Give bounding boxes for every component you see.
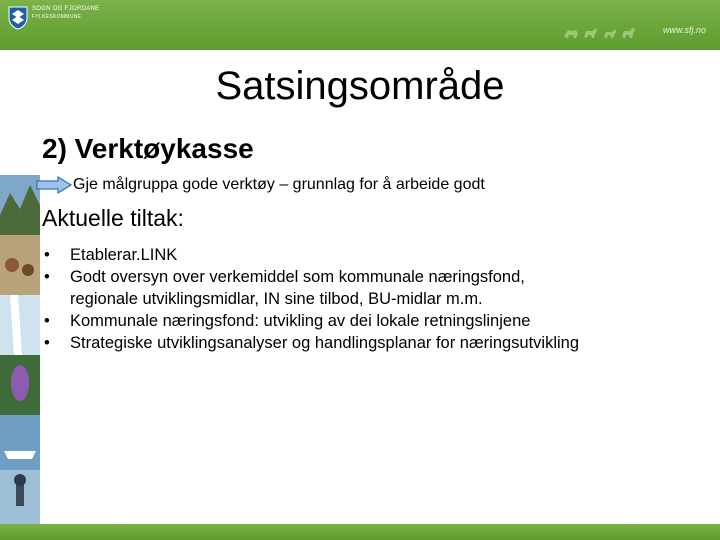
bullet-text-continued: regionale utviklingsmidlar, IN sine tilbod, BU-midlar m.m. [70,290,483,308]
arrow-statement: Gje målgruppa gode verktøy – grunnlag for å arbeide godt [73,176,485,193]
bullet-text: Godt oversyn over verkemiddel som kommunale næringsfond, [70,268,525,286]
bullet-text: Strategiske utviklingsanalyser og handlingsplanar for næringsutvikling [70,334,580,352]
list-item [42,244,702,266]
county-shield-icon [8,6,28,30]
right-arrow-icon [36,176,72,194]
header-band [0,0,720,50]
org-type: FYLKESKOMMUNE [32,14,82,20]
website-url: www.sfj.no [662,25,706,35]
bullet-text: Etablerar.LINK [70,246,178,264]
org-name: SOGN OG FJORDANE [32,6,100,12]
bullet-symbol: • [44,246,50,264]
side-photo-strip [0,175,40,524]
list-item [42,266,702,310]
footer-band [0,524,720,540]
bullet-symbol: • [44,312,50,330]
slide-title: Satsingsområde [215,64,505,108]
animal-silhouettes-icon [560,22,650,42]
bullet-symbol: • [44,268,50,286]
list-item [42,332,702,354]
section-heading: Aktuelle tiltak: [42,205,184,231]
slide-subtitle: 2) Verktøykasse [42,133,254,164]
bullet-symbol: • [44,334,50,352]
list-item [42,310,702,332]
bullet-text: Kommunale næringsfond: utvikling av dei lokale retningslinjene [70,312,531,330]
bullet-list [42,244,702,354]
